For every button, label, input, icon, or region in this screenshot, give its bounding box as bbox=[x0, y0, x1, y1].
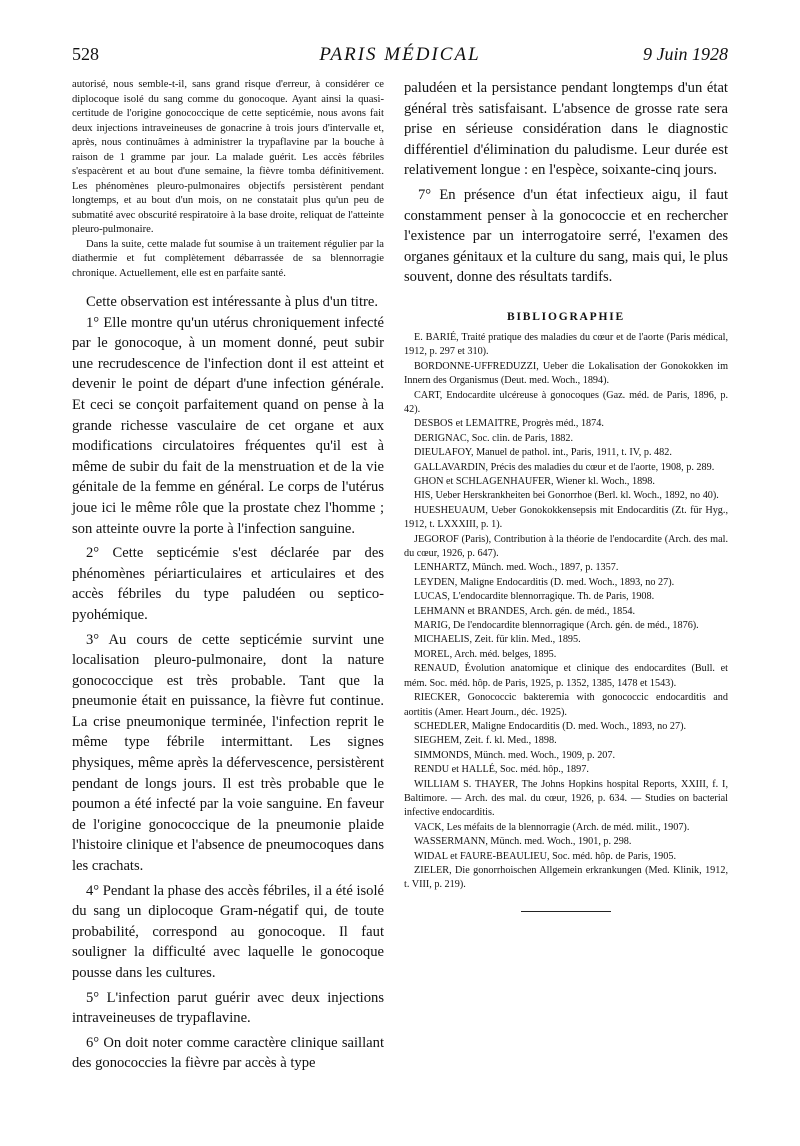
bibliography-entry: MOREL, Arch. méd. belges, 1895. bbox=[414, 648, 557, 660]
discussion-intro: Cette observation est intéressante à plus d'un titre. bbox=[86, 294, 378, 310]
bibliography-entry: RENDU et HALLÉ, Soc. méd. hôp., 1897. bbox=[414, 764, 589, 776]
bibliography-entry: LENHARTZ, Münch. med. Woch., 1897, p. 1357. bbox=[414, 562, 619, 574]
discussion-continuation: paludéen et la persistance pendant longtemps d'un état général très satisfaisant. L'absence de grosse rate sera prise en sérieuse considération dans le diagnostic différentiel d'élimination du paludisme. Leur durée est relativement longue : en l'espèce, soixante-cinq jours. bbox=[404, 80, 728, 179]
page-number: 528 bbox=[72, 44, 99, 64]
bibliography-entry: MARIG, De l'endocardite blennorragique (Arch. gén. de méd., 1876). bbox=[414, 620, 699, 632]
discussion-point: 1° Elle montre qu'un utérus chroniquement infecté par le gonocoque, à un moment donné, peut subir une recrudescence de l'infection dont il est atteint et devenir le point de départ d'une infection générale. Et ceci se conçoit parfaitement quand on pense à la grande richesse vasculaire de cet organe et aux modifications circulatoires fréquentes qu'il est à même de subir du fait de la menstruation et de la vie génitale de la femme en général. Le corps de l'utérus joue ici le même rôle que la prostate chez l'homme ; son atteinte ouvre la porte à l'infection sanguine. bbox=[72, 314, 384, 537]
discussion-point: 3° Au cours de cette septicémie survint une localisation pleuro-pulmonaire, dont la nature gonococcique est très probable. Tant que la pneumonie était en puissance, la fièvre fut continue. La crise pneumonique terminée, l'infection reprit le même type fébrile intermittant. Les signes physiques, même après la défervescence, persistèrent pendant de longs jours. Il est très probable que le poumon a été infecté par la voie sanguine. En faveur de l'origine gonococcique de la pneumonie plaide l'histoire clinique et l'absence de pneumocoques dans les crachats. bbox=[72, 631, 384, 875]
bibliography-entry: BORDONNE-UFFREDUZZI, Ueber die Lokalisation der Gonokokken im Innern des Organismus (Deut. med. Woch., 1894). bbox=[404, 360, 728, 387]
bibliography-entry: HUESHEUAUM, Ueber Gonokokkensepsis mit Endocarditis (Zt. für Hyg., 1912, t. LXXXIII, p. 1). bbox=[404, 504, 728, 531]
end-rule bbox=[521, 911, 611, 912]
bibliography-entry: HIS, Ueber Herskrankheiten bei Gonorrhoe (Berl. kl. Woch., 1892, no 40). bbox=[414, 490, 719, 502]
right-column bbox=[404, 78, 728, 912]
bibliography-entry: MICHAELIS, Zeit. für klin. Med., 1895. bbox=[414, 634, 581, 646]
bibliography-entry: E. BARIÉ, Traité pratique des maladies du cœur et de l'aorte (Paris médical, 1912, p. 297 et 310). bbox=[404, 331, 728, 358]
bibliography-entry: SCHEDLER, Maligne Endocarditis (D. med. Woch., 1893, no 27). bbox=[414, 720, 687, 732]
case-paragraph: autorisé, nous semble-t-il, sans grand risque d'erreur, à considérer ce diplocoque isolé du sang comme du gonocoque. Ayant ainsi la quasi-certitude de l'origine gonococcique de cette septicémie, nous avons fait deux injections intraveineuses de gonacrine à trois jours d'intervalle et, après, nous continuâmes à administrer la trypaflavine par la bouche à raison de 1 gramme par jour. La malade guérit. Les accès fébriles s'espacèrent et au bout d'une semaine, la fièvre tomba définitivement. Les phénomènes pleuro-pulmonaires objectifs persistèrent pendant longtemps, et au bout d'un mois, on ne constatait plus qu'un peu de submatité avec obscurité respiratoire à la base droite, reliquat de l'atteinte pleuro-pulmonaire. bbox=[72, 79, 384, 235]
bibliography-entry: GHON et SCHLAGENHAUFER, Wiener kl. Woch., 1898. bbox=[414, 476, 655, 487]
bibliography-entry: WILLIAM S. THAYER, The Johns Hopkins hospital Reports, XXIII, f. I, Baltimore. — Arch. des mal. du cœur, 1926, p. 634. — Studies on bacterial infective endocarditis. bbox=[404, 778, 728, 819]
discussion-point: 2° Cette septicémie s'est déclarée par des phénomènes périarticulaires et articulaires et des accès fébriles du type paludéen ou septico-pyohémique. bbox=[72, 545, 384, 623]
bibliography-entry: LEHMANN et BRANDES, Arch. gén. de méd., 1854. bbox=[414, 605, 635, 617]
bibliography-entry: DERIGNAC, Soc. clin. de Paris, 1882. bbox=[414, 432, 574, 444]
bibliography-entry: SIEGHEM, Zeit. f. kl. Med., 1898. bbox=[414, 735, 557, 747]
bibliography-entry: WIDAL et FAURE-BEAULIEU, Soc. méd. hôp. de Paris, 1905. bbox=[414, 850, 677, 862]
bibliography-entry: DIEULAFOY, Manuel de pathol. int., Paris, 1911, t. IV, p. 482. bbox=[414, 447, 672, 459]
discussion-point: 7° En présence d'un état infectieux aigu, il faut constamment penser à la gonococcie et en rechercher l'existence par un interrogatoire serré, l'examen des organes génitaux et la culture du sang, mais qui, le plus souvent, donne des résultats tardifs. bbox=[404, 186, 728, 286]
discussion-point: 5° L'infection parut guérir avec deux injections intraveineuses de trypaflavine. bbox=[72, 989, 384, 1027]
bibliography-entry: JEGOROF (Paris), Contribution à la théorie de l'endocardite (Arch. des mal. du cœur, 1926, p. 647). bbox=[404, 533, 728, 560]
bibliography-entry: WASSERMANN, Münch. med. Woch., 1901, p. 298. bbox=[414, 836, 632, 848]
bibliography-entry: LUCAS, L'endocardite blennorragique. Th. de Paris, 1908. bbox=[414, 591, 655, 603]
bibliography-entry: RENAUD, Évolution anatomique et clinique des endocardites (Bull. et mém. Soc. méd. hôp. de Paris, 1925, p. 1352, 1385, 1478 et 1543). bbox=[404, 663, 728, 689]
left-column bbox=[72, 78, 384, 1074]
bibliography-entry: DESBOS et LEMAITRE, Progrès méd., 1874. bbox=[414, 418, 604, 430]
discussion-point: 6° On doit noter comme caractère clinique saillant des gonococcies la fièvre par accès à type bbox=[72, 1034, 384, 1072]
bibliography-heading: BIBLIOGRAPHIE bbox=[507, 310, 625, 323]
bibliography-list bbox=[404, 331, 728, 893]
page-header bbox=[72, 44, 728, 68]
case-paragraph: Dans la suite, cette malade fut soumise à un traitement régulier par la diathermie et fut complètement débarrassée de sa blennorragie chronique. Actuellement, elle est en parfaite santé. bbox=[72, 238, 384, 279]
bibliography-entry: LEYDEN, Maligne Endocarditis (D. med. Woch., 1893, no 27). bbox=[414, 576, 675, 588]
journal-title: PARIS MÉDICAL bbox=[319, 44, 481, 65]
bibliography-entry: SIMMONDS, Münch. med. Woch., 1909, p. 207. bbox=[414, 749, 616, 761]
issue-date: 9 Juin 1928 bbox=[643, 44, 728, 64]
bibliography-entry: CART, Endocardite ulcéreuse à gonocoques (Gaz. méd. de Paris, 1896, p. 42). bbox=[404, 389, 728, 415]
bibliography-entry: ZIELER, Die gonorrhoischen Allgemein erkrankungen (Med. Klinik, 1912, t. VIII, p. 219). bbox=[404, 864, 728, 891]
bibliography-entry: VACK, Les méfaits de la blennorragie (Arch. de méd. milit., 1907). bbox=[414, 821, 690, 833]
bibliography-entry: GALLAVARDIN, Précis des maladies du cœur et de l'aorte, 1908, p. 289. bbox=[414, 461, 715, 473]
bibliography-entry: RIECKER, Gonococcic bakteremia with gonococcic endocarditis and aortitis (Amer. Heart Journ., déc. 1925). bbox=[404, 692, 728, 718]
discussion-point: 4° Pendant la phase des accès fébriles, il a été isolé du sang un diplocoque Gram-négatif qui, de toute probabilité, correspond au gonocoque. Il faut souligner la difficulté avec laquelle le gonocoque pousse dans les cultures. bbox=[72, 882, 385, 981]
